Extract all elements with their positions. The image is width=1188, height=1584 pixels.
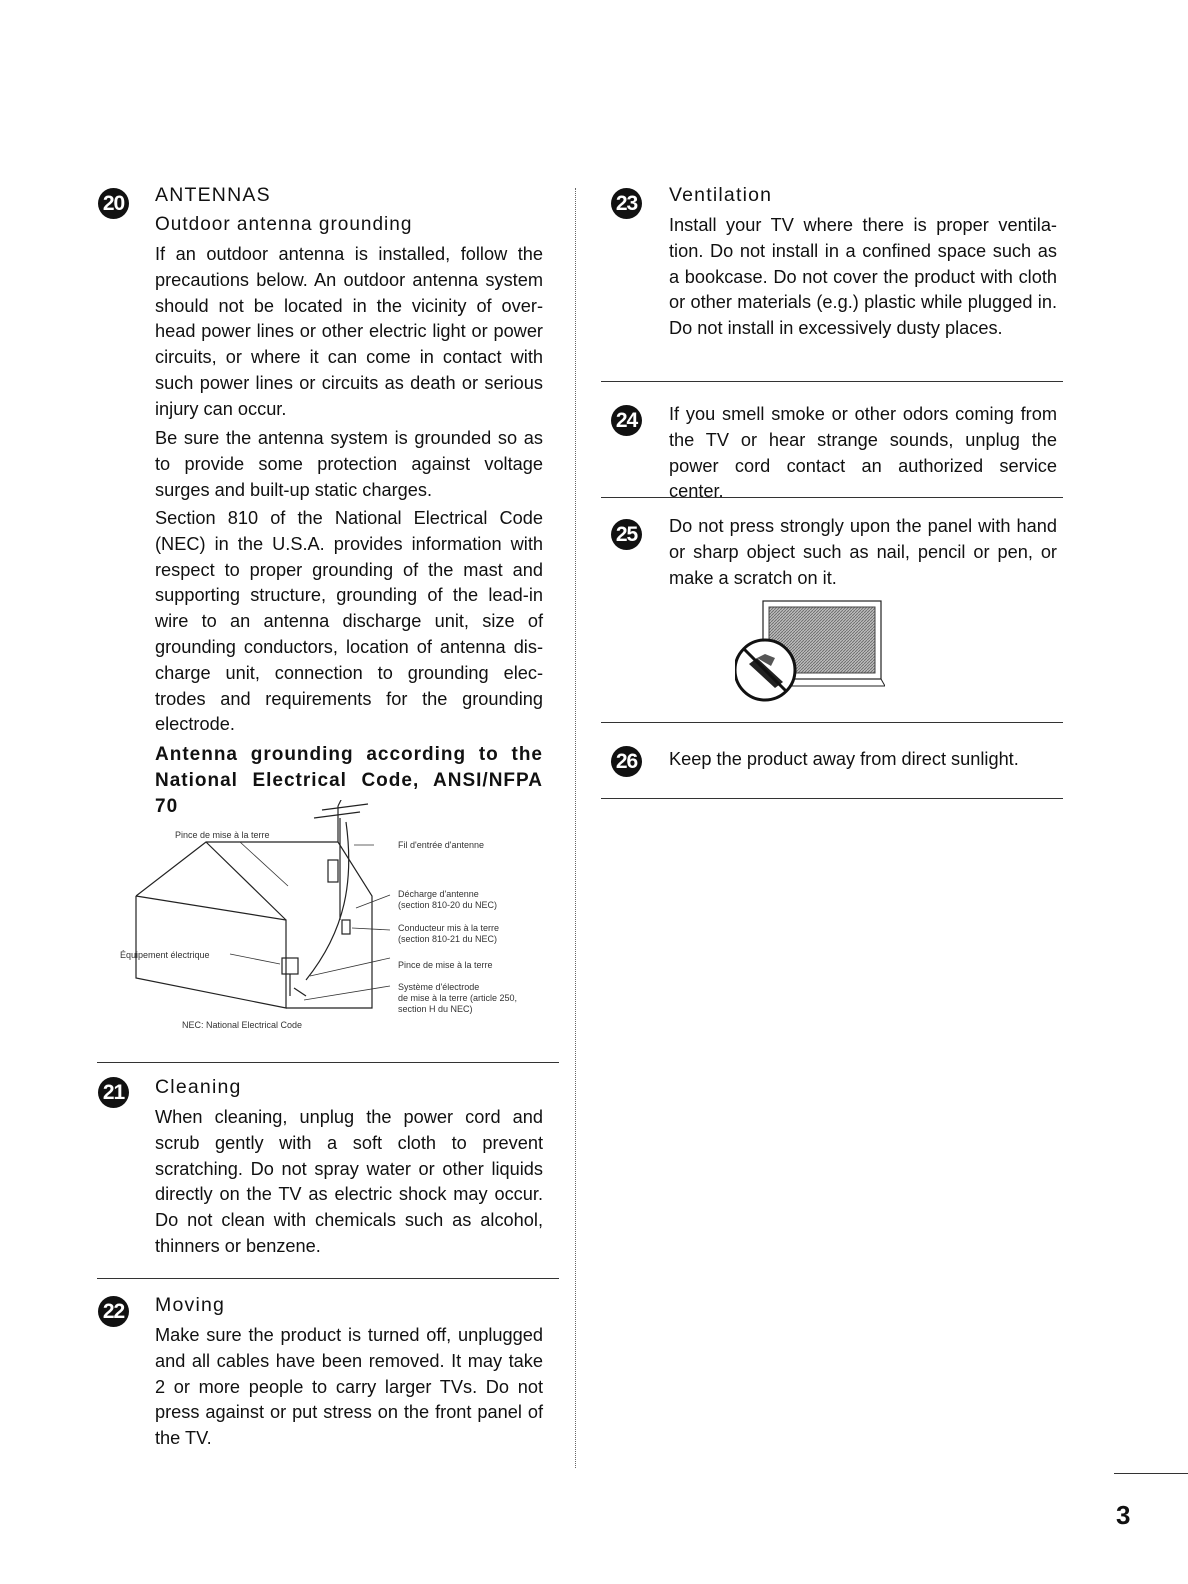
section-23-number-badge: 23 (611, 188, 642, 219)
antenna-paragraph-2: Be sure the antenna system is grounded so as to provide some protection against voltage surges and built-up static charges. (155, 428, 543, 500)
no-sharp-object-illustration (735, 598, 885, 708)
antenna-paragraph-1: If an outdoor antenna is installed, follow the precautions below. An outdoor antenna system should not be located in the vicinity of over-head power lines or other electric light or power circuits, or where it can come in contact with such power lines or circuits as death or serious injury can occur. (155, 244, 543, 419)
rule-after-sunlight (601, 798, 1063, 799)
cleaning-body: When cleaning, unplug the power cord and scrub gently with a soft cloth to prevent scratching. Do not spray water or other liquids directly on the TV as electric shock may occur. Do not clean with chemicals such as alcohol, thinners or benzene. (155, 1107, 543, 1256)
label-systeme-3: section H du NEC) (398, 1004, 473, 1014)
rule-after-panel (601, 722, 1063, 723)
page-number: 3 (1116, 1500, 1131, 1530)
label-nec: NEC: National Electrical Code (182, 1020, 303, 1030)
antenna-grounding-nec-heading: Antenna grounding according to the National Electrical Code, ANSI/NFPA 70 (155, 744, 543, 817)
section-26-number-badge: 26 (611, 746, 642, 777)
rule-before-cleaning (97, 1062, 559, 1063)
section-25-number-badge: 25 (611, 519, 642, 550)
column-divider (575, 188, 576, 1468)
ventilation-body: Install your TV where there is proper ventila-tion. Do not install in a confined space such as a bookcase. Do not cover the product with cloth or other materials (e.g.) plastic while plugged in. Do not install in excessively dusty places. (669, 215, 1057, 339)
rule-after-smoke (601, 497, 1063, 498)
cleaning-heading: Cleaning (155, 1076, 242, 1098)
section-21-number-badge: 21 (98, 1077, 129, 1108)
moving-body: Make sure the product is turned off, unplugged and all cables have been removed. It may take 2 or more people to carry larger TVs. Do not press against or put stress on the front panel of the TV. (155, 1325, 543, 1449)
smoke-warning-body: If you smell smoke or other odors coming from the TV or hear strange sounds, unplug the power cord contact an authorized service center. (669, 404, 1057, 502)
label-fil-antenne: Fil d'entrée d'antenne (398, 840, 484, 850)
footer-rule (1114, 1473, 1188, 1474)
label-equipement: Équipement électrique (120, 950, 210, 960)
label-decharge-1: Décharge d'antenne (398, 889, 479, 899)
label-conducteur-2: (section 810-21 du NEC) (398, 934, 498, 944)
label-systeme-2: de mise à la terre (article 250, (398, 993, 518, 1003)
label-conducteur-1: Conducteur mis à la terre (398, 923, 500, 933)
label-decharge-2: (section 810-20 du NEC) (398, 900, 498, 910)
ventilation-heading: Ventilation (669, 184, 773, 206)
rule-before-moving (97, 1278, 559, 1279)
antenna-grounding-diagram (110, 800, 550, 1040)
rule-after-ventilation (601, 381, 1063, 382)
antennas-heading: ANTENNAS (155, 184, 271, 206)
section-20-number-badge: 20 (98, 188, 129, 219)
section-24-number-badge: 24 (611, 405, 642, 436)
moving-heading: Moving (155, 1294, 226, 1316)
antenna-paragraph-3: Section 810 of the National Electrical Code (NEC) in the U.S.A. provides information with respect to proper grounding of the mast and supporting structure, grounding of the lead-in wire to an antenna discharge unit, size of grounding conductors, location of antenna dis-charge unit, connection to grounding elec-trodes and requirements for the grounding electrode. (155, 508, 543, 735)
panel-pressure-body: Do not press strongly upon the panel with hand or sharp object such as nail, pencil or pen, or make a scratch on it. (669, 516, 1057, 588)
label-pince-top: Pince de mise à la terre (175, 830, 270, 840)
sunlight-body: Keep the product away from direct sunlight. (669, 749, 1019, 769)
label-pince-bottom: Pince de mise à la terre (398, 960, 493, 970)
outdoor-antenna-grounding-subheading: Outdoor antenna grounding (155, 214, 413, 235)
section-22-number-badge: 22 (98, 1296, 129, 1327)
label-systeme-1: Système d'électrode (398, 982, 480, 992)
